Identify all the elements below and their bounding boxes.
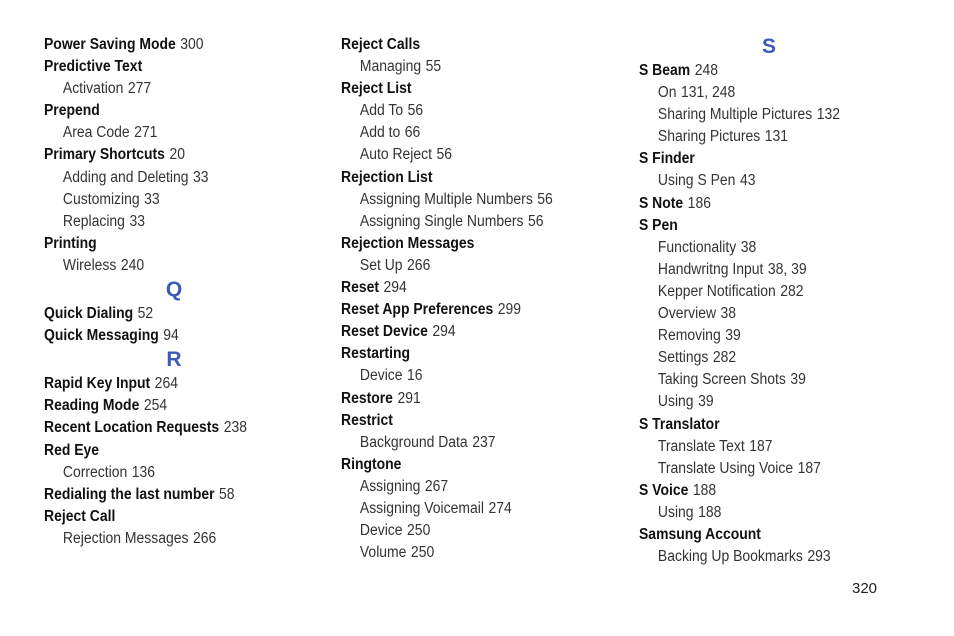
index-page-ref[interactable]: 274 [488, 499, 512, 517]
index-term: Overview [657, 305, 717, 323]
index-page-ref[interactable]: 33 [193, 168, 209, 186]
index-term: Translate Using Voice [657, 459, 794, 477]
index-subentry [341, 542, 602, 564]
index-term: Ringtone [341, 455, 402, 473]
index-entry [341, 34, 602, 56]
index-entry [341, 78, 602, 100]
index-column-2 [341, 34, 631, 564]
index-entry [44, 506, 305, 528]
index-term: Redialing the last number [44, 485, 215, 503]
index-subentry [341, 476, 602, 498]
index-term: Device [359, 367, 403, 385]
index-page-ref[interactable]: 277 [127, 80, 152, 98]
index-page-ref[interactable]: 271 [134, 124, 158, 142]
index-term: Printing [44, 234, 97, 252]
index-term: Device [359, 522, 403, 540]
index-entry [341, 410, 602, 432]
index-term: Assigning Multiple Numbers [359, 190, 533, 208]
index-subentry [639, 303, 900, 325]
index-term: Restore [341, 389, 393, 407]
index-entry [341, 343, 602, 365]
index-entry [639, 414, 900, 436]
index-entry [44, 144, 305, 166]
index-term: Volume [359, 544, 407, 562]
index-entry [341, 321, 602, 343]
index-term: Replacing [62, 212, 125, 230]
index-subentry [341, 498, 602, 520]
index-page-ref[interactable]: 266 [193, 529, 217, 547]
index-page-ref[interactable]: 56 [537, 190, 553, 208]
index-term: Removing [657, 327, 721, 345]
index-page-ref[interactable]: 250 [407, 522, 431, 540]
index-term: Customizing [62, 190, 140, 208]
index-term: Restrict [341, 411, 393, 429]
index-term: Samsung Account [639, 525, 761, 543]
index-page-ref[interactable]: 293 [807, 548, 831, 566]
index-term: S Note [639, 194, 684, 212]
index-page-ref[interactable]: 39 [790, 371, 806, 389]
index-term: Adding and Deleting [62, 168, 189, 186]
index-page-ref[interactable]: 52 [137, 305, 154, 323]
index-subentry [44, 167, 305, 189]
index-page-ref[interactable]: 300 [180, 36, 204, 53]
index-term: Power Saving Mode [44, 36, 176, 53]
index-page-ref[interactable]: 240 [120, 256, 145, 274]
index-term: Reject Call [44, 507, 116, 525]
index-subentry [639, 546, 900, 568]
index-page-ref[interactable]: 43 [739, 172, 756, 190]
index-subentry [639, 347, 900, 369]
index-page-ref[interactable]: 38 [740, 238, 757, 256]
index-page-ref[interactable]: 132 [816, 106, 840, 124]
index-page-ref[interactable]: 266 [407, 256, 431, 274]
index-page-ref[interactable]: 187 [749, 437, 773, 455]
index-term: Sharing Multiple Pictures [657, 106, 813, 124]
index-letter-heading-r: R [166, 348, 182, 372]
index-subentry [341, 100, 602, 122]
index-page-ref[interactable]: 282 [780, 282, 804, 300]
index-term: Translate Text [657, 437, 745, 455]
index-subentry [639, 82, 900, 104]
index-term: On [657, 84, 677, 102]
index-page-ref[interactable]: 294 [432, 323, 456, 341]
index-page-ref[interactable]: 33 [144, 190, 160, 208]
index-page-ref[interactable]: 131 [764, 128, 789, 146]
index-entry [341, 388, 602, 410]
index-subentry [341, 144, 602, 166]
index-page-ref[interactable]: 248 [694, 62, 718, 79]
index-page-ref[interactable]: 238 [223, 419, 247, 437]
index-term: Auto Reject [359, 146, 433, 164]
index-entry [639, 148, 900, 170]
index-subentry [44, 189, 305, 211]
index-letter-heading-s: S [761, 35, 776, 58]
index-term: S Beam [639, 62, 691, 79]
index-subentry [639, 325, 900, 347]
index-page-ref[interactable]: 282 [712, 349, 737, 367]
index-term: Reject Calls [341, 36, 421, 53]
index-subentry [341, 122, 602, 144]
index-subentry [44, 255, 305, 277]
index-subentry [639, 391, 900, 413]
index-page-ref[interactable]: 186 [687, 194, 711, 212]
index-column-3 [639, 34, 929, 568]
index-term: Predictive Text [44, 58, 143, 76]
index-entry [639, 480, 900, 502]
page-number: 320 [852, 580, 878, 597]
index-subentry [639, 502, 900, 524]
index-subentry [341, 365, 602, 387]
index-term: Sharing Pictures [657, 128, 761, 146]
index-page-ref[interactable]: 237 [472, 433, 496, 451]
index-term: Backing Up Bookmarks [657, 548, 803, 566]
index-term: Rejection List [341, 168, 433, 186]
index-subentry [341, 56, 602, 78]
index-term: Assigning Single Numbers [359, 212, 524, 230]
index-page-ref[interactable]: 16 [407, 367, 423, 385]
index-term: Restarting [341, 345, 410, 363]
index-page-ref[interactable]: 188 [698, 503, 722, 521]
index-page-ref[interactable]: 33 [129, 212, 145, 230]
index-term: Recent Location Requests [44, 419, 220, 437]
index-page-ref[interactable]: 299 [497, 301, 522, 319]
index-page-ref[interactable]: 20 [169, 146, 185, 164]
index-term: Assigning Voicemail [359, 499, 484, 517]
index-subentry [639, 237, 900, 259]
index-term: Using [657, 503, 694, 521]
index-page-ref[interactable]: 38 [720, 305, 737, 323]
index-entry [341, 233, 602, 255]
index-term: Background Data [359, 433, 468, 451]
index-subentry [639, 458, 900, 480]
index-page-ref[interactable]: 94 [163, 327, 179, 345]
index-page-ref[interactable]: 39 [698, 393, 714, 411]
index-term: Correction [62, 463, 128, 481]
index-term: Primary Shortcuts [44, 146, 165, 164]
index-page-ref[interactable]: 56 [407, 102, 424, 120]
index-page-ref[interactable]: 39 [725, 327, 741, 345]
index-term: Reject List [341, 80, 412, 98]
index-entry [639, 60, 900, 82]
index-entry [44, 440, 305, 462]
index-subentry [639, 259, 900, 281]
index-term: Using [657, 393, 694, 411]
index-term: Reset App Preferences [341, 301, 494, 319]
index-entry [341, 167, 602, 189]
index-letter-heading-q: Q [165, 278, 183, 302]
index-term: S Pen [639, 216, 678, 234]
index-page-ref[interactable]: 136 [131, 463, 156, 481]
index-subentry [639, 281, 900, 303]
index-page-ref[interactable]: 66 [404, 124, 421, 142]
index-term: Using S Pen [657, 172, 736, 190]
index-page-ref[interactable]: 56 [436, 146, 453, 164]
index-term: Prepend [44, 102, 100, 120]
index-page-ref[interactable]: 131, 248 [681, 84, 736, 102]
index-term: S Finder [639, 150, 695, 168]
index-term: Settings [657, 349, 709, 367]
index-subentry [341, 189, 602, 211]
index-page-ref[interactable]: 264 [154, 375, 178, 393]
index-entry [44, 303, 305, 325]
index-term: S Translator [639, 415, 720, 433]
index-entry [44, 34, 305, 56]
index-page-ref[interactable]: 38, 39 [767, 260, 807, 278]
index-entry [44, 373, 305, 395]
index-page-ref[interactable]: 294 [383, 279, 407, 297]
index-subentry [639, 104, 900, 126]
index-term: Reset [341, 279, 379, 297]
index-page-ref[interactable]: 188 [692, 481, 717, 499]
index-entry [44, 417, 305, 439]
index-term: Area Code [62, 124, 130, 142]
index-term: Quick Dialing [44, 305, 134, 323]
index-entry [341, 454, 602, 476]
index-entry [341, 299, 602, 321]
index-page-ref[interactable]: 187 [797, 459, 821, 477]
index-entry [639, 524, 900, 546]
index-entry [44, 395, 305, 417]
index-subentry [639, 369, 900, 391]
index-subentry [44, 78, 305, 100]
index-term: Rejection Messages [62, 529, 189, 547]
index-subentry [341, 211, 602, 233]
index-subentry [44, 211, 305, 233]
index-term: S Voice [639, 481, 689, 499]
index-term: Set Up [359, 256, 403, 274]
index-entry [44, 56, 305, 78]
index-page-ref[interactable]: 254 [143, 397, 168, 415]
index-entry [639, 215, 900, 237]
index-entry [44, 484, 305, 506]
index-term: Taking Screen Shots [657, 371, 786, 389]
index-entry [44, 325, 305, 347]
index-column-1 [44, 34, 334, 550]
index-subentry [44, 462, 305, 484]
index-entry [639, 193, 900, 215]
index-term: Wireless [62, 256, 117, 274]
index-page-ref[interactable]: 56 [528, 212, 544, 230]
index-term: Rejection Messages [341, 234, 475, 252]
index-page-ref[interactable]: 55 [425, 58, 442, 76]
index-subentry [341, 255, 602, 277]
index-term: Reset Device [341, 323, 428, 341]
index-term: Managing [359, 58, 422, 76]
index-subentry [341, 520, 602, 542]
index-term: Functionality [657, 238, 737, 256]
index-term: Activation [62, 80, 124, 98]
index-page-ref[interactable]: 291 [397, 389, 421, 407]
index-entry [44, 233, 305, 255]
index-term: Assigning [359, 477, 421, 495]
index-page-ref[interactable]: 250 [410, 544, 435, 562]
index-term: Quick Messaging [44, 327, 159, 345]
index-term: Red Eye [44, 441, 100, 459]
index-page-ref[interactable]: 58 [219, 485, 235, 503]
index-term: Handwritng Input [657, 260, 764, 278]
index-subentry [44, 122, 305, 144]
index-subentry [341, 432, 602, 454]
index-subentry [639, 126, 900, 148]
index-subentry [44, 528, 305, 550]
index-term: Add To [359, 102, 404, 120]
index-term: Reading Mode [44, 397, 140, 415]
index-term: Rapid Key Input [44, 375, 151, 393]
index-term: Kepper Notification [657, 282, 776, 300]
index-page-ref[interactable]: 267 [424, 477, 449, 495]
index-subentry [639, 170, 900, 192]
index-subentry [639, 436, 900, 458]
index-term: Add to [359, 124, 401, 142]
index-entry [44, 100, 305, 122]
index-entry [341, 277, 602, 299]
